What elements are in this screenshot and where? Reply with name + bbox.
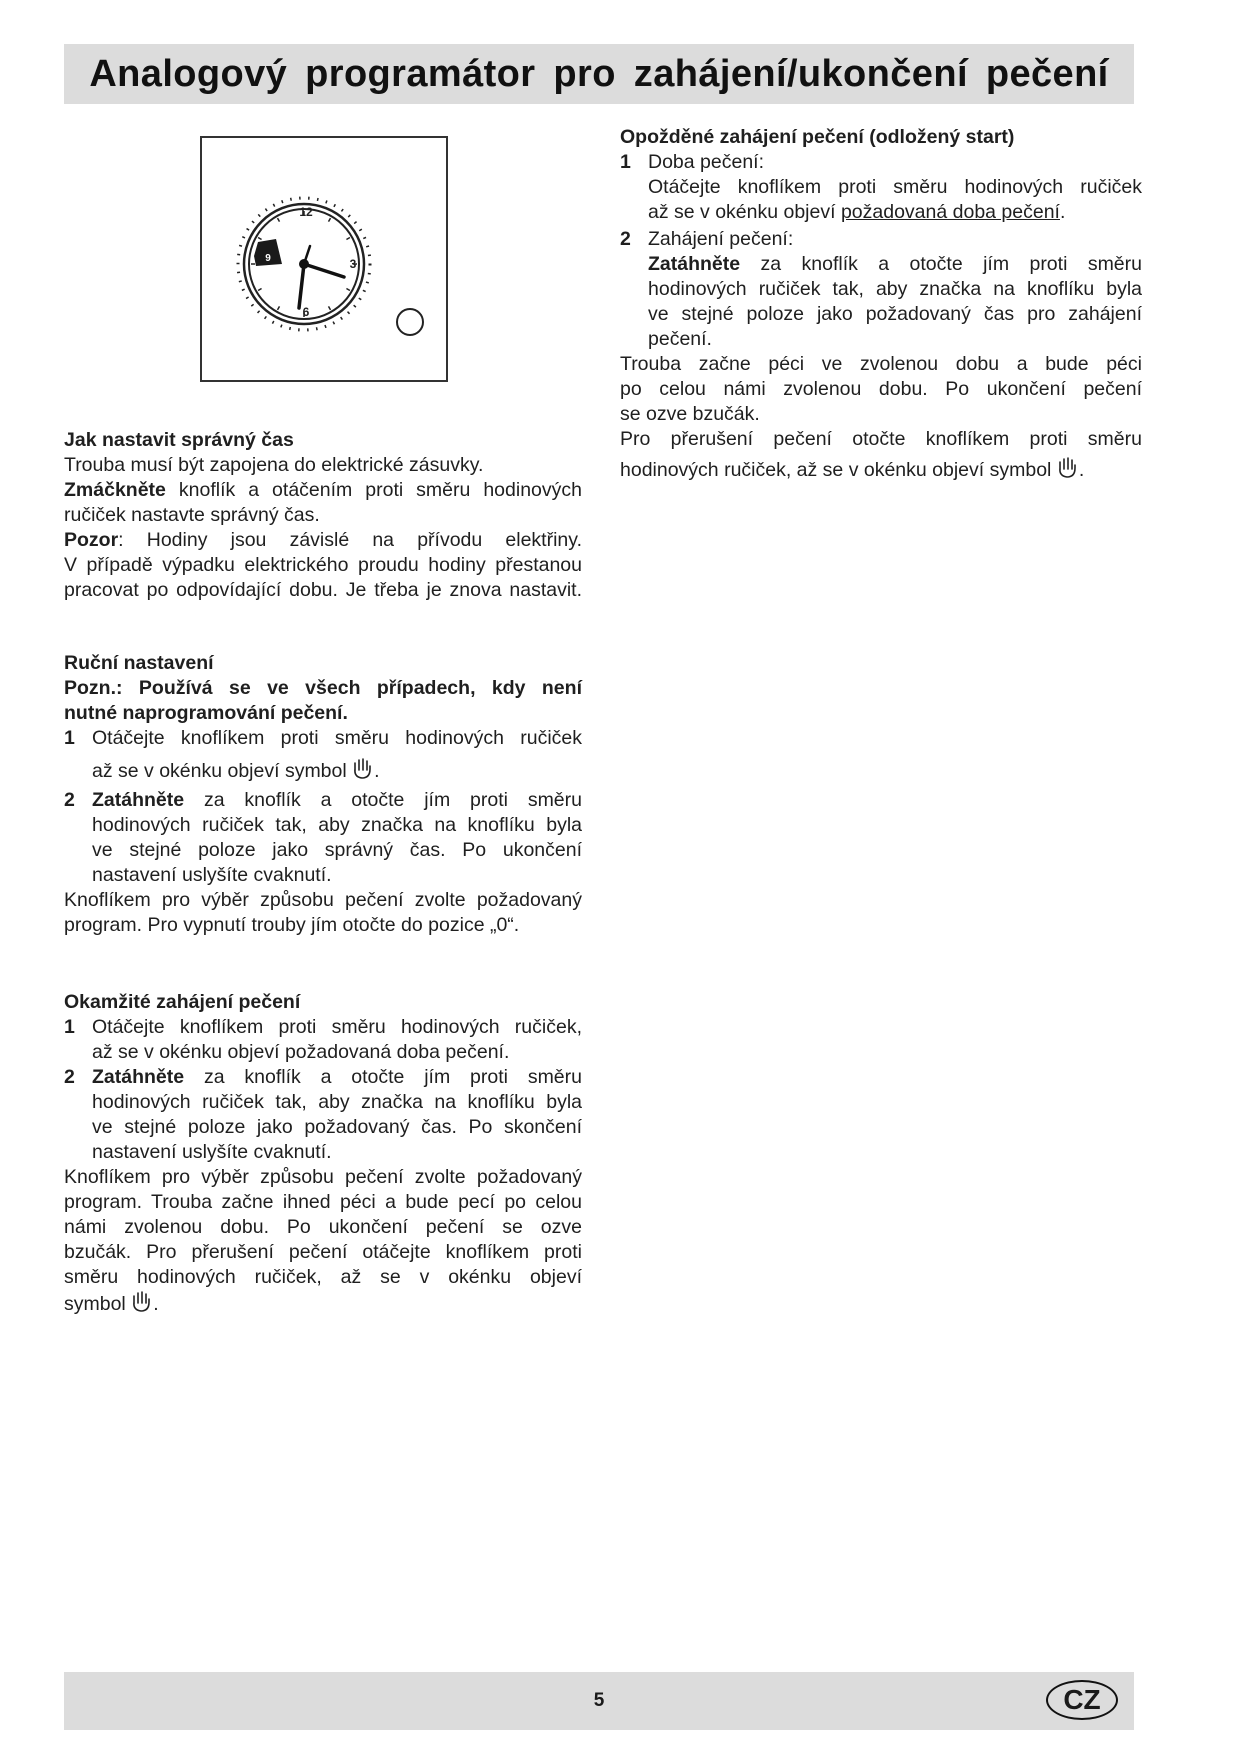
paragraph-line: : Hodiny jsou závislé na přívodu elektřiny. [118,529,582,551]
paragraph-line: hodinových ručiček, až se v okénku objeví symbol [620,459,1052,481]
paragraph-line: hodinových ručiček tak, aby značka na knoflíku byla [92,814,582,836]
dial-tick [346,289,349,291]
paragraph-line: Knoflíkem pro výběr způsobu pečení zvolte požadovaný [64,1166,582,1188]
paragraph-line: program. Pro vypnutí trouby jím otočte do pozice „0“. [64,914,520,936]
punctuation: . [1078,459,1085,481]
dial-tick [258,238,261,240]
paragraph-line: za knoflík a otočte jím proti směru [184,1066,582,1088]
section-set-time [64,428,582,603]
step-title: Doba pečení: [648,151,765,173]
step-number: 2 [64,789,75,811]
paragraph-line: Trouba začne péci ve zvolenou dobu a bude péci [620,353,1142,375]
note-line: nutné naprogramování pečení. [64,702,348,724]
step-number: 1 [620,151,631,173]
step-title: Zahájení pečení: [648,228,794,250]
section-heading: Okamžité zahájení pečení [64,991,301,1013]
paragraph-line: Otáčejte knoflíkem proti směru hodinových ručiček [92,727,582,749]
emphasis: Zatáhněte [92,1066,185,1088]
knob-icon [397,309,423,335]
paragraph-line: až se v okénku objeví požadovaná doba pečení. [92,1041,510,1063]
punctuation: . [153,1293,159,1315]
paragraph-line: ručiček nastavte správný čas. [64,504,320,526]
paragraph-line: hodinových ručiček tak, aby značka na knoflíku byla [92,1091,582,1113]
minute-hand [299,264,304,308]
paragraph-line: Trouba musí být zapojena do elektrické zásuvky. [64,454,484,476]
paragraph-line: pracovat po odpovídající dobu. Je třeba je znova nastavit. [64,579,582,601]
dial-tick [346,238,349,240]
paragraph-line: ve stejné poloze jako požadovaný čas. Po skončení [92,1116,582,1138]
step-item [620,150,1142,225]
language-badge: CZ [1046,1680,1118,1720]
section-immediate [64,990,582,1321]
paragraph-line: knoflík a otáčením proti směru hodinových [165,479,582,501]
hand-icon [1057,456,1079,487]
hour-hand [304,264,344,277]
paragraph-line: pečení. [648,328,712,350]
page-title: Analogový programátor pro zahájení/ukončení pečení [89,53,1109,95]
dial-tick [278,306,280,309]
section-heading: Ruční nastavení [64,652,214,674]
clock-label-6: 6 [302,305,310,319]
step-item [64,726,582,788]
paragraph-line: Knoflíkem pro výběr způsobu pečení zvolte požadovaný [64,889,582,911]
paragraph-line: se ozve bzučák. [620,403,760,425]
step-item [620,227,1142,352]
dial-tick [258,289,261,291]
hand-icon [352,757,374,788]
section-manual [64,651,582,938]
clock-label-3: 3 [349,257,357,271]
paragraph-line: hodinových ručiček tak, aby značka na knoflíku byla [648,278,1142,300]
title-bar [64,44,1134,104]
paragraph-line: směru hodinových ručiček, až se v okénku objeví [64,1266,582,1288]
dial-tick [329,306,331,309]
section-heading: Jak nastavit správný čas [64,429,294,451]
step-item [64,1065,582,1165]
note-line: Pozn.: Používá se ve všech případech, kdy není [64,677,582,699]
dial-tick [278,218,280,221]
paragraph-line: bzučák. Pro přerušení pečení otáčejte knoflíkem proti [64,1241,582,1263]
emphasis: Zatáhněte [92,789,185,811]
paragraph-line: Pro přerušení pečení otočte knoflíkem proti směru [620,428,1142,450]
programmer-dial-illustration [202,138,446,380]
section-delayed [620,125,1142,487]
paragraph-line: V případě výpadku elektrického proudu hodiny přestanou [64,554,582,576]
clock-label-12: 12 [299,205,313,219]
hand-hub [299,259,309,269]
emphasis: Zmáčkněte [64,479,166,501]
punctuation: . [374,760,380,782]
page-number: 5 [593,1690,605,1711]
step-number: 2 [64,1066,75,1088]
paragraph-line: ve stejné poloze jako správný čas. Po ukončení [92,839,582,861]
paragraph-line: námi zvolenou dobu. Po ukončení pečení se ozve [64,1216,582,1238]
paragraph-line: nastavení uslyšíte cvaknutí. [92,1141,332,1163]
paragraph-line: až se v okénku objeví symbol [92,760,347,782]
paragraph-line: po celou námi zvolenou dobu. Po ukončení pečení [620,378,1142,400]
step-number: 1 [64,1016,75,1038]
emphasis: Zatáhněte [648,253,741,275]
footer-bar [64,1672,1134,1730]
paragraph-line: Otáčejte knoflíkem proti směru hodinových ručiček [648,176,1142,198]
hand-icon [131,1290,153,1321]
clock-figure [200,136,448,382]
dial-tick [329,218,331,221]
clock-label-9: 9 [265,253,271,264]
step-number: 1 [64,727,75,749]
paragraph-line: Otáčejte knoflíkem proti směru hodinových ručiček, [92,1016,582,1038]
section-heading: Opožděné zahájení pečení (odložený start) [620,126,1015,148]
paragraph-line: ve stejné poloze jako požadovaný čas pro zahájení [648,303,1142,325]
underlined-text: požadovaná doba pečení [840,201,1060,223]
paragraph-line: symbol [64,1293,126,1315]
paragraph-line: za knoflík a otočte jím proti směru [184,789,582,811]
paragraph-line: za knoflík a otočte jím proti směru [740,253,1142,275]
paragraph-line: až se v okénku objeví [648,201,841,223]
punctuation: . [1059,201,1066,223]
step-item [64,788,582,888]
paragraph-line: program. Trouba začne ihned péci a bude pecí po celou [64,1191,582,1213]
emphasis: Pozor [64,529,119,551]
step-number: 2 [620,228,631,250]
step-item [64,1015,582,1065]
paragraph-line: nastavení uslyšíte cvaknutí. [92,864,332,886]
